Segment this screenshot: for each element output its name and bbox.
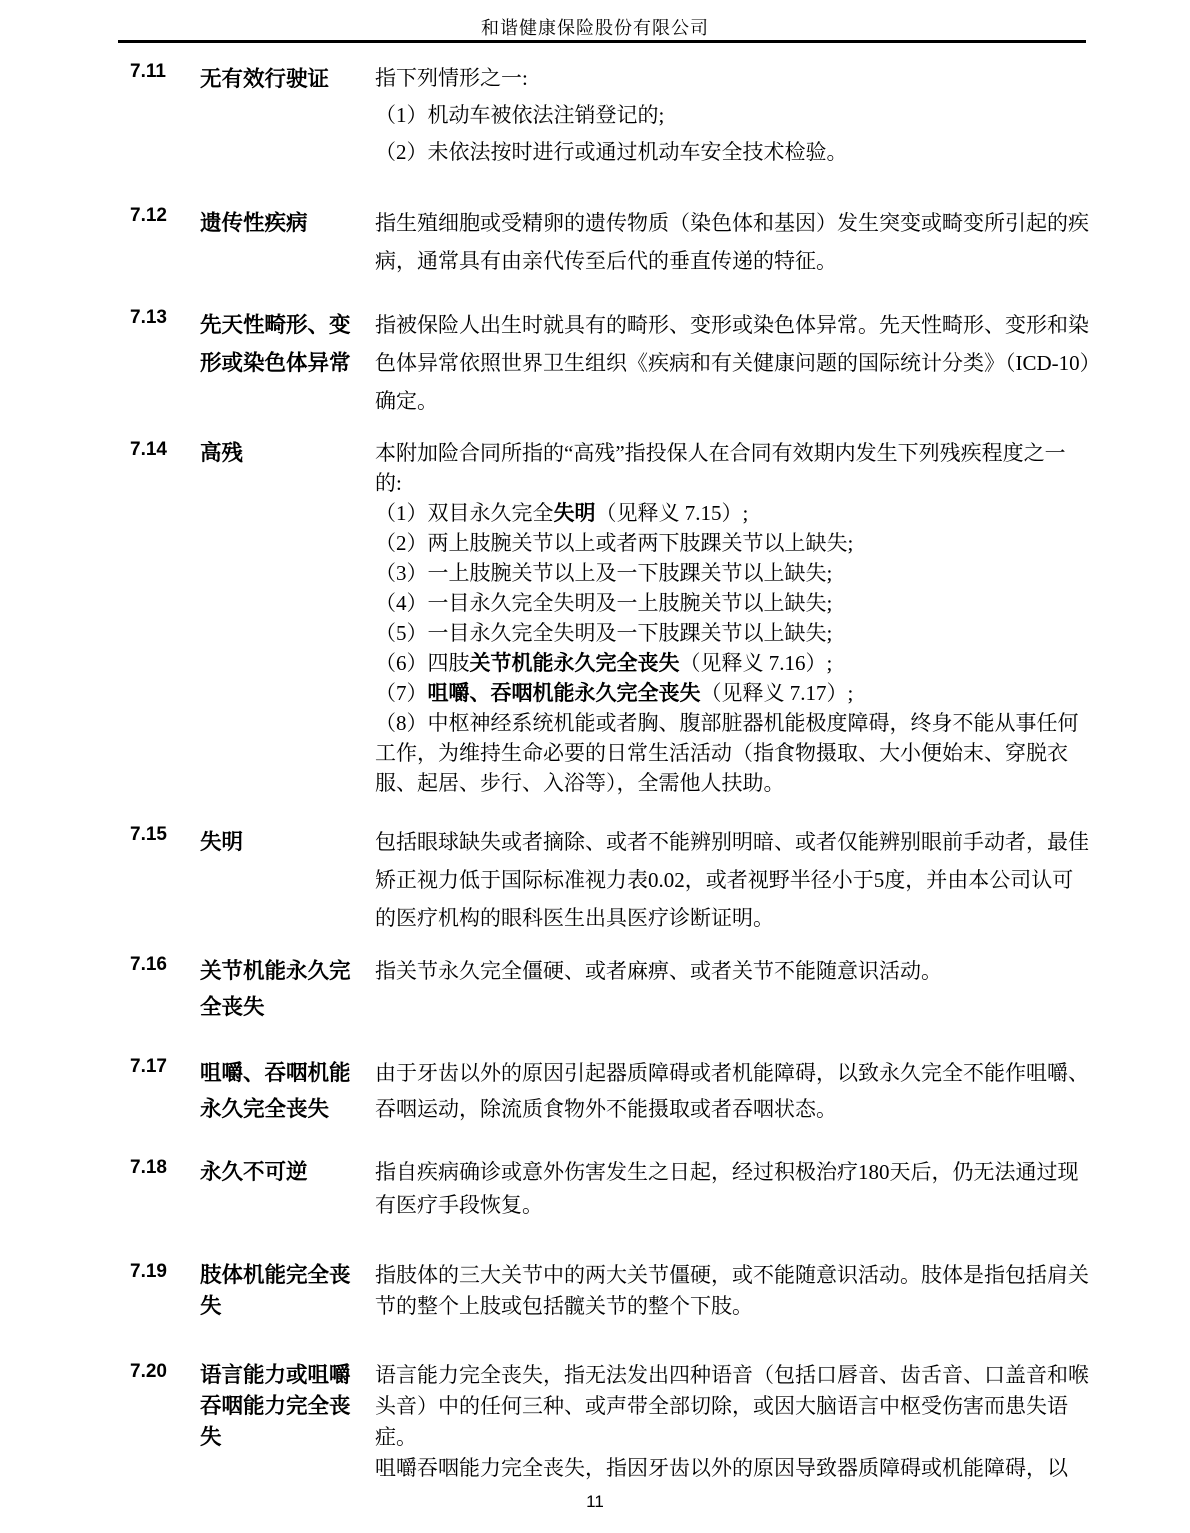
header-divider-rule xyxy=(118,40,1086,43)
list-item xyxy=(375,558,1091,588)
list-item xyxy=(375,618,1091,648)
page-header-company: 和谐健康保险股份有限公司 xyxy=(481,18,709,38)
section-number: 7.17 xyxy=(130,1056,167,1077)
section-body: 指生殖细胞或受精卵的遗传物质（染色体和基因）发生突变或畸变所引起的疾病，通常具有由亲代传至后代的垂直传递的特征。 xyxy=(375,211,1089,273)
section-number: 7.14 xyxy=(130,439,167,460)
list-item xyxy=(375,708,1091,798)
section-term: 遗传性疾病 xyxy=(200,211,308,235)
list-item: （1）机动车被依法注销登记的; xyxy=(375,103,665,127)
item-text: （见释义 7.17）; xyxy=(700,681,854,705)
section-term: 肢体机能完全丧失 xyxy=(200,1263,351,1318)
section-body: 指肢体的三大关节中的两大关节僵硬，或不能随意识活动。肢体是指包括肩关节的整个上肢或包括髋关节的整个下肢。 xyxy=(375,1263,1089,1318)
section-number: 7.20 xyxy=(130,1361,167,1382)
page-number: 11 xyxy=(586,1492,604,1511)
body-paragraph: 咀嚼吞咽能力完全丧失，指因牙齿以外的原因导致器质障碍或机能障碍，以 xyxy=(375,1456,1068,1480)
item-text: （见释义 7.16）; xyxy=(679,651,833,675)
section-number: 7.13 xyxy=(130,307,167,328)
section-number: 7.18 xyxy=(130,1157,167,1178)
section-number: 7.15 xyxy=(130,824,167,845)
item-text: （6）四肢 xyxy=(375,651,470,675)
body-line: 指下列情形之一: xyxy=(375,66,528,90)
section-body: 指被保险人出生时就具有的畸形、变形或染色体异常。先天性畸形、变形和染色体异常依照世界卫生组织《疾病和有关健康问题的国际统计分类》（ICD-10）确定。 xyxy=(375,313,1091,413)
section-body: 包括眼球缺失或者摘除、或者不能辨别明暗、或者仅能辨别眼前手动者，最佳矫正视力低于国际标准视力表0.02，或者视野半径小于5度，并由本公司认可的医疗机构的眼科医生出具医疗诊断证明。 xyxy=(375,830,1089,930)
section-number: 7.12 xyxy=(130,205,167,226)
section-number: 7.11 xyxy=(130,61,166,82)
section-body xyxy=(375,438,1091,798)
section-term: 无有效行驶证 xyxy=(200,67,330,91)
section-term: 语言能力或咀嚼吞咽能力完全丧失 xyxy=(200,1363,351,1449)
section-body: 指关节永久完全僵硬、或者麻痹、或者关节不能随意识活动。 xyxy=(375,959,942,983)
section-term: 永久不可逆 xyxy=(200,1160,308,1184)
item-text: （见释义 7.15）; xyxy=(595,501,749,525)
body-paragraph: 本附加险合同所指的“高残”指投保人在合同有效期内发生下列残疾程度之一的: xyxy=(375,441,1066,495)
item-text: （2）两上肢腕关节以上或者两下肢踝关节以上缺失; xyxy=(375,531,854,555)
section-number: 7.19 xyxy=(130,1261,167,1282)
section-term: 咀嚼、吞咽机能永久完全丧失 xyxy=(200,1061,351,1121)
item-text: （3）一上肢腕关节以上及一下肢踝关节以上缺失; xyxy=(375,561,833,585)
item-text-bold: 咀嚼、吞咽机能永久完全丧失 xyxy=(427,681,701,705)
item-text: （1）双目永久完全 xyxy=(375,501,554,525)
section-number: 7.16 xyxy=(130,954,167,975)
item-text: （8）中枢神经系统机能或者胸、腹部脏器机能极度障碍，终身不能从事任何工作，为维持生命必要的日常生活活动（指食物摄取、大小便始末、穿脱衣服、起居、步行、入浴等），全需他人扶助。 xyxy=(375,711,1079,795)
section-body: 由于牙齿以外的原因引起器质障碍或者机能障碍，以致永久完全不能作咀嚼、吞咽运动，除流质食物外不能摄取或者吞咽状态。 xyxy=(375,1061,1089,1121)
list-item xyxy=(375,678,1091,708)
section-body: 指自疾病确诊或意外伤害发生之日起，经过积极治疗180天后，仍无法通过现有医疗手段恢复。 xyxy=(375,1160,1079,1217)
item-text: （4）一目永久完全失明及一上肢腕关节以上缺失; xyxy=(375,591,833,615)
list-item xyxy=(375,588,1091,618)
list-item xyxy=(375,648,1091,678)
section-term: 高残 xyxy=(200,441,244,465)
list-item xyxy=(375,528,1091,558)
item-text: （7） xyxy=(375,681,428,705)
list-item: （2）未依法按时进行或通过机动车安全技术检验。 xyxy=(375,140,848,164)
section-term: 关节机能永久完全丧失 xyxy=(200,959,351,1019)
list-item xyxy=(375,498,1091,528)
item-text: （5）一目永久完全失明及一下肢踝关节以上缺失; xyxy=(375,621,833,645)
section-body xyxy=(375,1360,1091,1484)
section-term: 失明 xyxy=(200,830,244,854)
section-term: 先天性畸形、变形或染色体异常 xyxy=(200,313,351,375)
item-text-bold: 关节机能永久完全丧失 xyxy=(469,651,680,675)
body-paragraph: 语言能力完全丧失，指无法发出四种语音（包括口唇音、齿舌音、口盖音和喉头音）中的任何三种、或声带全部切除，或因大脑语言中枢受伤害而患失语症。 xyxy=(375,1363,1089,1449)
item-text-bold: 失明 xyxy=(553,501,596,525)
section-body xyxy=(375,60,1091,171)
